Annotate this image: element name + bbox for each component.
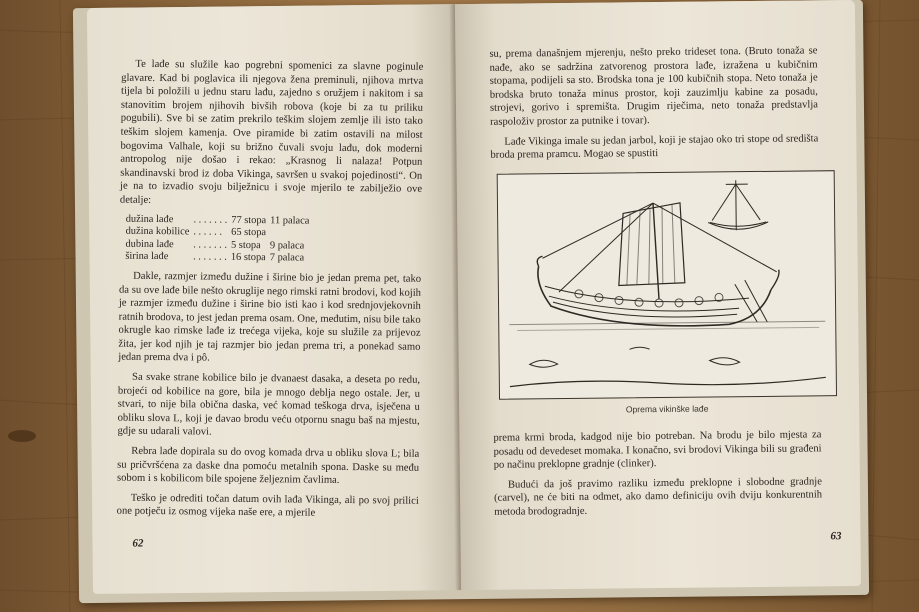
paragraph: Budući da još pravimo razliku između preklopne i slobodne gradnje (carvel), ne će biti na odmet, ako damo definiciju ovih dviju konkurentnih metoda brodogradnje. — [494, 476, 823, 518]
viking-ship-illustration — [497, 170, 837, 400]
open-book — [73, 0, 869, 603]
ship-drawing — [498, 171, 836, 399]
page-number-right: 63 — [830, 530, 842, 543]
table-row: dužina kobilice . . . . . . 65 stopa — [125, 225, 267, 239]
left-page — [87, 4, 461, 594]
paragraph: prema krmi broda, kadgod nije bio potreban. Na brodu je bilo mjesta za posadu od devedeset momaka. I konačno, svi brodovi Vikinga bili su građeni po načinu preklopne gradnje (clinker). — [493, 429, 822, 471]
paragraph: Te lađe su služile kao pogrebni spomenici za slavne poginule glavare. Kad bi poglavica ili njegova žena preminuli, njihova mrtva tijela bi položili u jednu staru lađu, zajedno s oružjem i nakitom i sa stanovitim brojem njihovih bivših robova (koje bi za tu priliku pogubili). Sve bi se zatim prekrilo teškim slojem zemlje ili isto tako teškim slojem kamenja. Ove piramide bi zatim ostavili na milost bogovima Valhale, koji su brižno čuvali svoju lađu, dok moderni antropolog nije došao i rekao: „Krasnog li nalaza! Potpun skandinavski brod iz doba Vikinga, savršen u svakoj pojedinosti“. On je na to izvadio svoju bilježnicu i svoje mjerilo te zabilježio ove detalje: — [119, 58, 424, 206]
table-row: dužina lađe . . . . . . . 77 stopa 11 palaca — [125, 213, 310, 227]
paragraph: su, prema današnjem mjerenju, nešto preko trideset tona. (Bruto tonaža se nađe, ako se sadržina zatvorenog prostora lađe, izražena u kubičnim stopama, podijeli sa sto. Brodska tona je 100 kubičnih stopa. Neto tonaža je brodska bruto tonaža minus prostor, koji zauzimlju kabine za posadu, strojevi, gorivo i spremišta. Drugim riječima, neto tonaža predstavlja raspoloživ prostor za putnike i tovar). — [489, 45, 819, 128]
paragraph: Lađe Vikinga imale su jedan jarbol, koji je stajao oko tri stope od središta broda prema pramcu. Mogao se spustiti — [490, 132, 819, 161]
right-page-text-top — [489, 44, 818, 168]
paragraph: Teško je odrediti točan datum ovih lađa Vikinga, ali po svoj prilici one potječu iz osmog vijeka naše ere, a mjerile — [116, 492, 419, 520]
figure-caption: Oprema vikinške lađe — [625, 403, 709, 415]
measurements-table — [125, 213, 313, 265]
paragraph: Rebra lađe dopirala su do ovog komada drva u obliku slova L; bila su pričvršćena za daske dna pomoću metalnih spona. Daske su među sobom i s kobilicom bile spojene željeznim čavlima. — [116, 445, 420, 487]
left-page-text — [117, 58, 424, 528]
right-page — [455, 0, 861, 590]
page-number-left: 62 — [132, 537, 144, 550]
right-page-text-bottom — [493, 428, 822, 525]
paragraph: Sa svake strane kobilice bilo je dvanaest dasaka, a deseta po redu, brojeći od kobilice na gore, bila je mnogo deblja nego ostale. Jer, u stvari, to nije bila obična daska, već komad teškoga drva, isječena u obliku slova L, koji je davao brodu veću otpornu snagu baš na mjestu, gdje su udarali valovi. — [117, 371, 421, 439]
table-row: širina lađe . . . . . . . 16 stopa 7 palaca — [125, 251, 305, 264]
table-row: dubina lađe . . . . . . . 5 stopa 9 palaca — [125, 238, 305, 252]
paragraph: Dakle, razmjer između dužine i širine bio je jedan prema pet, tako da su ove lađe bile nešto okruglije nego rimski ratni brodovi, kod kojih je razmjer između dužine i širine bio isti kao i kod srednjovjekovnih ratnih brodova, to jest jedan prema osam. One, međutim, nisu bile tako okrugle kao rimske lađe iz trećega vijeka, koje su služile za prijevoz žita, jer kod njih je taj razmjer bio jedan prema tri, a ponekad samo jedan prema dva i pô. — [118, 270, 422, 365]
